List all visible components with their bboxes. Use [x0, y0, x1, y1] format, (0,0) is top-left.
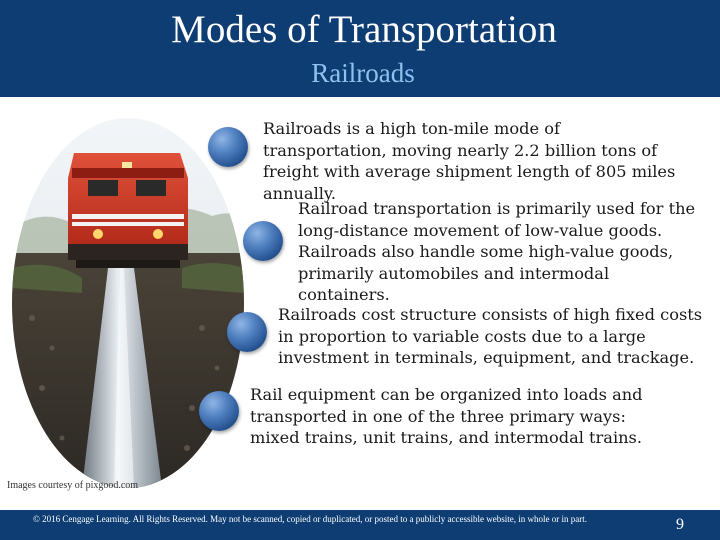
paragraph-1: Railroads is a high ton-mile mode of transportation, moving nearly 2.2 billion tons of freight with average shipment length of 805 miles annually.	[263, 119, 676, 203]
paragraph-2: Railroad transportation is primarily used for the long-distance movement of low-value goods. Railroads also handle some high-value goods, primarily automobiles and intermodal containers.	[298, 199, 696, 304]
copyright-notice: © 2016 Cengage Learning. All Rights Reserved. May not be scanned, copied or duplicated, or posted to a publicly accessible website, in whole or in part.	[33, 514, 587, 524]
paragraph-4: Rail equipment can be organized into loads and transported in one of the three primary ways: mixed trains, unit trains, and intermodal trains.	[250, 385, 643, 447]
bullet-orb-1	[208, 127, 248, 167]
image-credit: Images courtesy of pixgood.com	[7, 480, 139, 491]
paragraph-3: Railroads cost structure consists of high fixed costs in proportion to variable costs due to a large investment in terminals, equipment, and trackage.	[278, 305, 703, 367]
slide-subtitle: Railroads	[311, 58, 415, 88]
bullet-orb-3	[227, 312, 267, 352]
train-photo	[12, 118, 244, 488]
slide-title: Modes of Transportation	[171, 8, 557, 51]
bullet-orb-2	[243, 221, 283, 261]
bullet-orb-4	[199, 391, 239, 431]
page-number: 9	[676, 516, 684, 533]
